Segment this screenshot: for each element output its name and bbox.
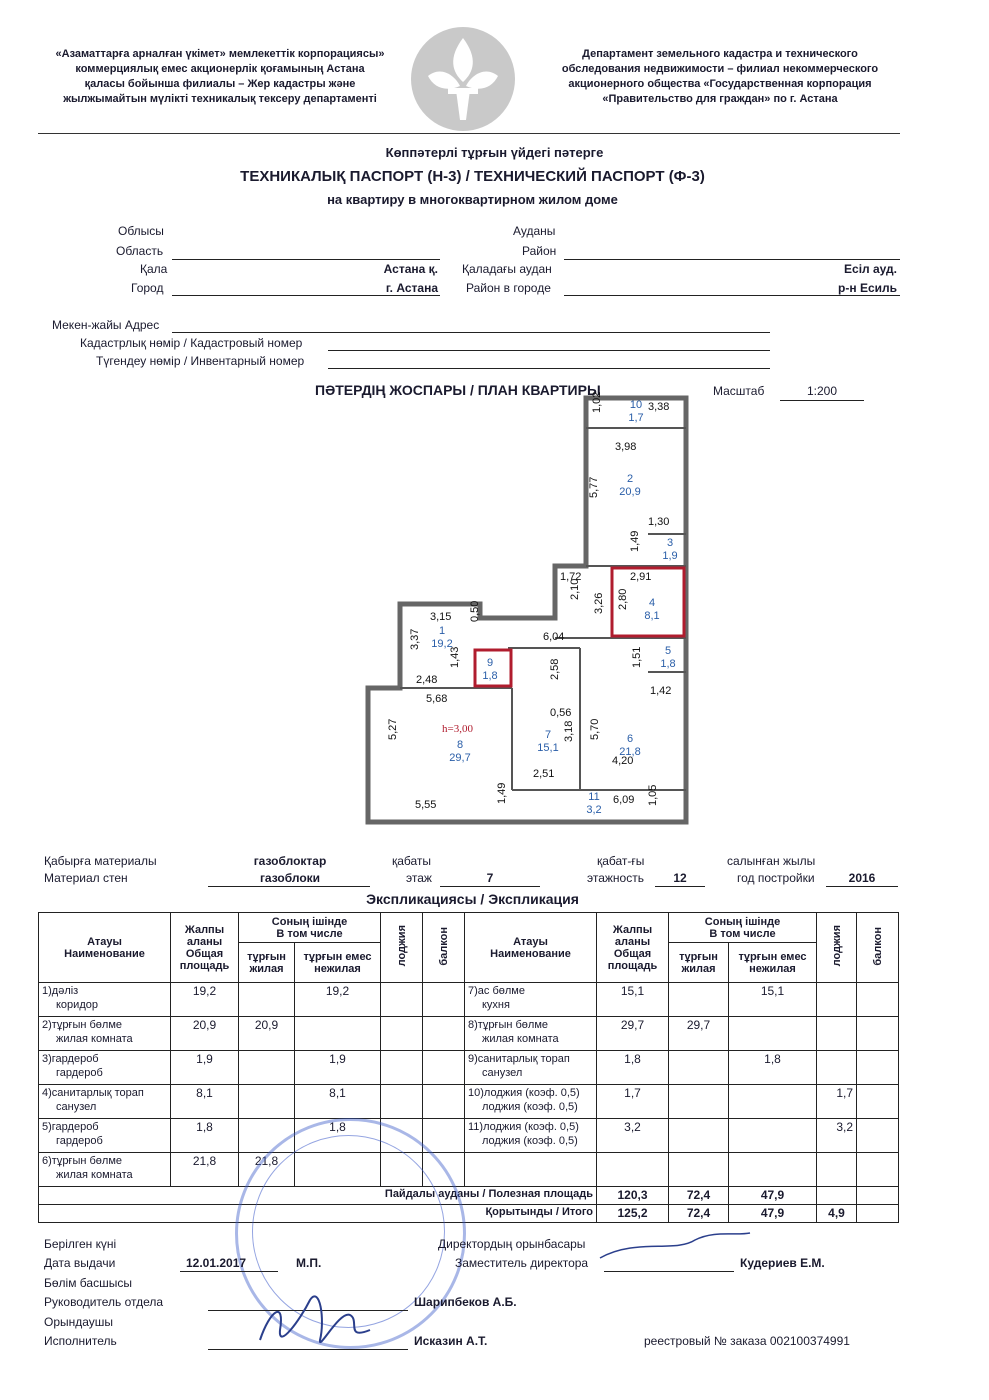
room-area: 1,9 (662, 550, 678, 562)
row-name-ru: лоджия (коэф. 0,5) (482, 1101, 578, 1113)
row-total: 21,8 (171, 1153, 239, 1187)
row-living: 20,9 (239, 1017, 295, 1051)
room-number: 8 (456, 739, 464, 751)
row-living: 21,8 (239, 1153, 295, 1187)
label-gorod: Город (131, 281, 164, 295)
value-year: 2016 (848, 871, 876, 885)
title-line-1: Көппәтерлі тұрғын үйдегі пәтерге (385, 145, 604, 160)
room-area: 21,8 (619, 746, 641, 758)
row-total (597, 1153, 669, 1187)
row-name (39, 1051, 171, 1085)
wall-line (208, 886, 370, 887)
room-number: 6 (626, 733, 634, 745)
row-name-kz: 9)санитарлық торап (468, 1053, 570, 1065)
signature (250, 1280, 380, 1360)
header-balcony-right (857, 913, 899, 983)
label-issued-ru: Дата выдачи (44, 1256, 116, 1270)
dimension-label: 3,38 (648, 401, 670, 413)
height-note: h=3,00 (442, 723, 473, 735)
row-nonliving (729, 1017, 817, 1051)
header-loggia-left (381, 913, 423, 983)
dimension-label: 5,68 (426, 693, 448, 705)
issued-line (180, 1271, 278, 1272)
dimension-label: 0,56 (550, 707, 572, 719)
table-row (39, 1119, 899, 1153)
row-name (39, 983, 171, 1017)
dimension-label: 5,70 (589, 718, 601, 740)
room-area: 15,1 (537, 742, 559, 754)
label-wall-ru: Материал стен (44, 871, 128, 885)
dimension-label: 5,27 (387, 718, 399, 740)
value-exec-name: Исказин А.Т. (414, 1334, 488, 1348)
row-name-kz: 4)санитарлық торап (42, 1087, 144, 1099)
header-left-line: қаласы бойынша филиалы – Жер кадастры және (84, 78, 356, 90)
total-total: 125,2 (597, 1205, 669, 1223)
header-name-left: Атауы Наименование (39, 913, 171, 983)
dimension-label: 1,49 (496, 782, 508, 804)
row-nonliving: 1,8 (729, 1051, 817, 1085)
header-right-line: акционерного общества «Государственная корпорация (568, 78, 872, 90)
dimension-label: 3,18 (563, 720, 575, 742)
row-balcony (423, 1051, 465, 1085)
label-head-ru: Руководитель отдела (44, 1295, 164, 1309)
row-name-ru: жилая комната (56, 1033, 133, 1045)
header-divider (38, 133, 900, 134)
row-loggia (381, 1017, 423, 1051)
dimension-label: 5,55 (415, 799, 437, 811)
header-loggia-right (817, 913, 857, 983)
row-total: 29,7 (597, 1017, 669, 1051)
row-balcony (857, 1051, 899, 1085)
label-audany: Ауданы (513, 224, 556, 238)
row-name (39, 1085, 171, 1119)
useful-area-label: Пайдалы ауданы / Полезная площадь (39, 1187, 597, 1205)
rayon-line (564, 259, 900, 260)
total-label: Қорытынды / Итого (39, 1205, 597, 1223)
row-nonliving (295, 1017, 381, 1051)
header-nonliving-left: тұрғын емес нежилая (295, 943, 381, 983)
label-cadastral: Кадастрлық нөмір / Кадастровый номер (80, 336, 303, 350)
room-area: 1,8 (660, 658, 676, 670)
scale-line (780, 400, 864, 401)
row-name-kz: 3)гардероб (42, 1053, 99, 1065)
dimension-label: 2,10 (569, 578, 581, 600)
label-address: Мекен-жайы Адрес (52, 318, 160, 332)
dimension-label: 6,04 (543, 631, 565, 643)
row-loggia (817, 1051, 857, 1085)
row-balcony (857, 1085, 899, 1119)
loggia-text: лоджия (830, 925, 843, 967)
scale-value: 1:200 (806, 384, 838, 398)
row-loggia (817, 983, 857, 1017)
dimension-label: 1,42 (650, 685, 672, 697)
header-nonliving-right: тұрғын емес нежилая (729, 943, 817, 983)
header-right-line: Департамент земельного кадастра и технического (582, 48, 858, 60)
row-name (39, 1017, 171, 1051)
row-name-ru: коридор (56, 999, 98, 1011)
balcony-text: балкон (871, 926, 884, 966)
explication-table (38, 912, 899, 1223)
room-number: 11 (588, 791, 600, 803)
useful-loggia (817, 1187, 857, 1205)
dimension-label: 2,51 (533, 768, 555, 780)
label-deputy-kz: Директордың орынбасары (438, 1237, 586, 1251)
row-name (465, 1051, 597, 1085)
row-nonliving: 1,9 (295, 1051, 381, 1085)
dimension-label: 0,50 (469, 600, 481, 622)
room-number: 2 (626, 473, 634, 485)
row-name-ru: гардероб (56, 1067, 103, 1079)
deputy-line (604, 1271, 734, 1272)
row-total: 1,8 (597, 1051, 669, 1085)
dimension-label: 2,80 (617, 588, 629, 610)
value-floors: 12 (673, 871, 687, 885)
row-loggia (381, 1051, 423, 1085)
row-name-ru: жилая комната (482, 1033, 559, 1045)
useful-nonliving: 47,9 (729, 1187, 817, 1205)
row-balcony (423, 1085, 465, 1119)
row-name-ru: санузел (482, 1067, 523, 1079)
header-left-line: коммерциялық емес акционерлік қоғамының Астана (75, 63, 365, 75)
dimension-label: 3,98 (615, 441, 637, 453)
row-name-kz: 10)лоджия (коэф. 0,5) (468, 1087, 580, 1099)
row-living (239, 1085, 295, 1119)
cadastral-line (328, 350, 770, 351)
row-name (465, 1017, 597, 1051)
row-name (465, 1153, 597, 1187)
value-issued: 12.01.2017 (186, 1256, 247, 1270)
row-balcony (423, 983, 465, 1017)
dimension-label: 1,05 (647, 784, 659, 806)
row-name-kz: 8)тұрғын бөлме (468, 1019, 549, 1031)
row-total: 20,9 (171, 1017, 239, 1051)
label-floors-kz: қабат-ғы (597, 854, 645, 868)
scale-label: Масштаб (713, 384, 765, 398)
header-total-left: Жалпы аланы Общая площадь (171, 913, 239, 983)
row-total: 1,7 (597, 1085, 669, 1119)
row-name-kz: 1)дәліз (42, 985, 79, 997)
label-oblast: Область (116, 244, 164, 258)
label-kaladagy: Қаладағы аудан (462, 262, 552, 276)
value-kaladagy: Есіл ауд. (844, 262, 897, 276)
row-nonliving: 8,1 (295, 1085, 381, 1119)
label-kala: Қала (140, 262, 168, 276)
header-name-right: Атауы Наименование (465, 913, 597, 983)
room-area: 3,2 (586, 804, 602, 816)
header-incl-left: Соның ішінде В том числе (239, 913, 381, 943)
row-nonliving (729, 1085, 817, 1119)
registry-number: реестровый № заказа 002100374991 (644, 1334, 850, 1348)
dimension-label: 1,02 (591, 392, 603, 413)
row-balcony (857, 1153, 899, 1187)
row-living (669, 1051, 729, 1085)
inventory-line (328, 368, 770, 369)
label-floors-ru: этажность (587, 871, 644, 885)
year-line (826, 886, 898, 887)
useful-living: 72,4 (669, 1187, 729, 1205)
oblast-line (172, 259, 440, 260)
room-area: 19,2 (431, 638, 453, 650)
header-right (535, 47, 905, 107)
row-name (465, 983, 597, 1017)
balcony-text: балкон (437, 926, 450, 966)
row-balcony (423, 1119, 465, 1153)
header-living-right: тұрғын жилая (669, 943, 729, 983)
useful-balcony (857, 1187, 899, 1205)
row-name-kz: 2)тұрғын бөлме (42, 1019, 123, 1031)
row-total: 1,9 (171, 1051, 239, 1085)
floor-plan (360, 392, 690, 827)
room-number: 4 (648, 597, 656, 609)
row-name-kz: 7)ас бөлме (468, 985, 525, 997)
row-name-ru: гардероб (56, 1135, 103, 1147)
row-name (465, 1119, 597, 1153)
value-gorod: г. Астана (385, 281, 438, 295)
row-nonliving: 15,1 (729, 983, 817, 1017)
row-balcony (857, 1017, 899, 1051)
rayon-gorod-line (564, 295, 900, 296)
total-loggia: 4,9 (817, 1205, 857, 1223)
row-balcony (857, 1119, 899, 1153)
row-living (239, 1051, 295, 1085)
value-head-name: Шарипбеков А.Б. (414, 1295, 517, 1309)
row-nonliving: 1,8 (295, 1119, 381, 1153)
room-number: 9 (486, 657, 494, 669)
label-oblysy: Облысы (118, 224, 164, 238)
header-right-line: «Правительство для граждан» по г. Астана (602, 93, 838, 105)
header-left-line: «Азаматтарға арналған үкімет» мемлекеттік корпорациясы» (55, 48, 385, 60)
label-head-kz: Бөлім басшысы (44, 1276, 132, 1290)
label-floor-kz: қабаты (392, 854, 432, 868)
row-total: 3,2 (597, 1119, 669, 1153)
floor-line (440, 886, 540, 887)
dimension-label: 1,72 (560, 571, 582, 583)
value-wall-kz: газоблоктар (253, 854, 327, 868)
dimension-label: 1,49 (629, 530, 641, 552)
row-name (465, 1085, 597, 1119)
value-deputy-name: Кудериев Е.М. (740, 1256, 825, 1270)
row-loggia: 1,7 (817, 1085, 857, 1119)
total-balcony (857, 1205, 899, 1223)
dimension-label: 6,09 (613, 794, 635, 806)
row-living (239, 983, 295, 1017)
dimension-label: 1,43 (449, 646, 461, 668)
room-area: 20,9 (619, 486, 641, 498)
table-row (39, 1017, 899, 1051)
label-issued-kz: Берілген күні (44, 1237, 117, 1251)
room-number: 10 (629, 399, 643, 411)
plan-title: ПӘТЕРДІҢ ЖОСПАРЫ / ПЛАН КВАРТИРЫ (315, 382, 601, 398)
row-living (669, 1085, 729, 1119)
value-floor: 7 (486, 871, 494, 885)
explication-title: Экспликациясы / Экспликация (366, 891, 579, 907)
gorod-line (172, 295, 440, 296)
room-number: 7 (544, 729, 552, 741)
row-balcony (423, 1017, 465, 1051)
row-name (39, 1153, 171, 1187)
room-area: 1,7 (628, 412, 644, 424)
title-line-3: на квартиру в многоквартирном жилом доме (327, 192, 618, 207)
label-wall-kz: Қабырға материалы (44, 854, 157, 868)
dimension-label: 1,30 (648, 516, 670, 528)
row-total: 1,8 (171, 1119, 239, 1153)
row-living (669, 1119, 729, 1153)
label-floor-ru: этаж (406, 871, 432, 885)
label-year-kz: салынған жылы (727, 854, 816, 868)
row-total: 8,1 (171, 1085, 239, 1119)
room-number: 5 (664, 645, 672, 657)
loggia-text: лоджия (395, 925, 408, 967)
label-exec-ru: Исполнитель (44, 1334, 117, 1348)
row-name-ru: жилая комната (56, 1169, 133, 1181)
label-inventory: Түгендеу нөмір / Инвентарный номер (96, 354, 305, 368)
table-row (39, 1153, 899, 1187)
outer-wall (368, 398, 686, 822)
address-line (172, 332, 770, 333)
value-rayon-gorod: р-н Есиль (838, 281, 897, 295)
useful-total: 120,3 (597, 1187, 669, 1205)
header-total-right: Жалпы аланы Общая площадь (597, 913, 669, 983)
dimension-label: 3,26 (593, 592, 605, 614)
label-year-ru: год постройки (737, 871, 815, 885)
row-loggia (381, 1085, 423, 1119)
room-area: 8,1 (644, 610, 660, 622)
dimension-label: 5,77 (588, 476, 600, 498)
dimension-label: 1,51 (631, 646, 643, 668)
row-total: 19,2 (171, 983, 239, 1017)
row-name-ru: лоджия (коэф. 0,5) (482, 1135, 578, 1147)
total-living: 72,4 (669, 1205, 729, 1223)
row-loggia (381, 983, 423, 1017)
room-number: 1 (438, 625, 446, 637)
dimension-label: 2,48 (416, 674, 438, 686)
header-balcony-left (423, 913, 465, 983)
label-rayon-gorod: Район в городе (466, 281, 551, 295)
row-living: 29,7 (669, 1017, 729, 1051)
room-area: 1,8 (482, 670, 498, 682)
total-nonliving: 47,9 (729, 1205, 817, 1223)
row-nonliving: 19,2 (295, 983, 381, 1017)
row-total: 15,1 (597, 983, 669, 1017)
table-row (39, 983, 899, 1017)
row-name (39, 1119, 171, 1153)
row-balcony (857, 983, 899, 1017)
signature-deputy (595, 1228, 755, 1268)
title-line-2: ТЕХНИКАЛЫҚ ПАСПОРТ (Н-3) / ТЕХНИЧЕСКИЙ ПАСПОРТ (Ф-3) (240, 168, 705, 185)
mp-label: М.П. (296, 1256, 322, 1270)
value-wall-ru: газоблоки (259, 871, 321, 885)
table-row (39, 1051, 899, 1085)
label-exec-kz: Орындаушы (44, 1315, 114, 1329)
value-kala: Астана қ. (383, 262, 438, 276)
row-nonliving (729, 1153, 817, 1187)
floors-line (655, 886, 705, 887)
dimension-label: 3,37 (409, 628, 421, 650)
row-name-kz: 5)гардероб (42, 1121, 99, 1133)
government-logo (408, 24, 518, 134)
row-name-kz: 11)лоджия (коэф. 0,5) (468, 1121, 579, 1133)
header-living-left: тұрғын жилая (239, 943, 295, 983)
row-loggia (817, 1153, 857, 1187)
dimension-label: 2,58 (549, 658, 561, 680)
label-rayon: Район (522, 244, 557, 258)
dimension-label: 4,20 (612, 755, 634, 767)
header-left-line: жылжымайтын мүлікті техникалық тексеру департаменті (63, 93, 377, 105)
dimension-label: 3,15 (430, 611, 452, 623)
label-deputy-ru: Заместитель директора (455, 1256, 589, 1270)
header-right-line: обследования недвижимости – филиал некоммерческого (561, 63, 879, 75)
header-left (30, 47, 410, 107)
row-name-ru: санузел (56, 1101, 97, 1113)
row-name-kz: 6)тұрғын бөлме (42, 1155, 123, 1167)
row-loggia (817, 1017, 857, 1051)
row-living (669, 1153, 729, 1187)
row-loggia: 3,2 (817, 1119, 857, 1153)
row-living (669, 983, 729, 1017)
header-incl-right: Соның ішінде В том числе (669, 913, 817, 943)
room-area: 29,7 (449, 752, 471, 764)
dimension-label: 2,91 (630, 571, 652, 583)
table-row (39, 1085, 899, 1119)
row-nonliving (729, 1119, 817, 1153)
room-number: 3 (666, 537, 674, 549)
row-name-ru: кухня (482, 999, 510, 1011)
